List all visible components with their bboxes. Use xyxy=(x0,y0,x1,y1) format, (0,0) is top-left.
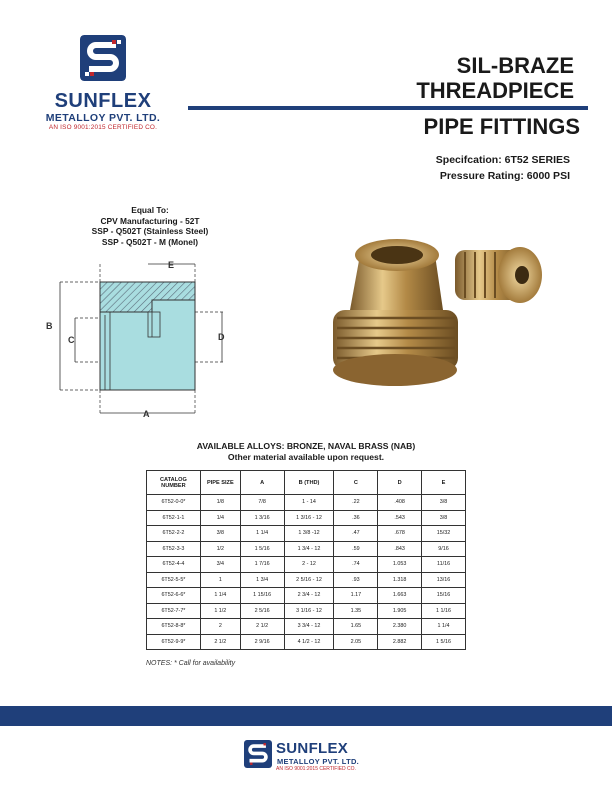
table-cell: 3 3/4 - 12 xyxy=(284,619,334,635)
table-cell: 11/16 xyxy=(422,557,466,573)
logo-subtitle: METALLOY PVT. LTD. xyxy=(45,112,161,124)
table-cell: 1 15/16 xyxy=(240,588,284,604)
table-cell: .543 xyxy=(378,510,422,526)
table-cell: 1 3/16 xyxy=(240,510,284,526)
table-cell: 1 7/16 xyxy=(240,557,284,573)
bore xyxy=(148,312,160,337)
table-cell: 6T52-9-9* xyxy=(147,634,201,650)
equivalents xyxy=(40,205,260,247)
alloys-info xyxy=(100,441,512,463)
table-cell: 2.882 xyxy=(378,634,422,650)
specification-block xyxy=(436,152,570,184)
table-cell: 1 1/2 xyxy=(200,603,240,619)
table-row xyxy=(147,634,466,650)
column-header: A xyxy=(240,471,284,495)
table-row xyxy=(147,541,466,557)
table-cell: 4 1/2 - 12 xyxy=(284,634,334,650)
table-cell: 1.318 xyxy=(378,572,422,588)
table-cell: 7/8 xyxy=(240,495,284,511)
table-cell: .36 xyxy=(334,510,378,526)
dimension-d-label: D xyxy=(218,332,225,342)
alloys-note: Other material available upon request. xyxy=(227,452,385,462)
column-header: D xyxy=(378,471,422,495)
table-cell: 15/16 xyxy=(422,588,466,604)
dimension-c-label: C xyxy=(68,335,75,345)
table-cell: .47 xyxy=(334,526,378,542)
table-cell: .843 xyxy=(378,541,422,557)
category-title: PIPE FITTINGS xyxy=(423,114,580,139)
sunflex-s-icon xyxy=(80,35,126,81)
column-header: PIPE SIZE xyxy=(200,471,240,495)
table-cell: 1 3/4 xyxy=(240,572,284,588)
footer-logo-certification: AN ISO 9001:2015 CERTIFIED CO. xyxy=(276,766,356,772)
table-cell: 9/16 xyxy=(422,541,466,557)
equivalent-item: CPV Manufacturing - 52T xyxy=(100,215,200,226)
table-cell: 1 xyxy=(200,572,240,588)
table-cell: 3/8 xyxy=(200,526,240,542)
table-row xyxy=(147,619,466,635)
table-cell: 1 3/16 - 12 xyxy=(284,510,334,526)
table-cell: 3/8 xyxy=(422,510,466,526)
table-cell: .59 xyxy=(334,541,378,557)
footer-logo-name: SUNFLEX xyxy=(276,740,349,757)
table-cell: 1.905 xyxy=(378,603,422,619)
title-line-2: THREADPIECE xyxy=(416,78,574,103)
equivalents-heading: Equal To: xyxy=(131,205,169,215)
table-cell: .22 xyxy=(334,495,378,511)
table-cell: 1/4 xyxy=(200,510,240,526)
table-cell: 1.17 xyxy=(334,588,378,604)
table-cell: 1/8 xyxy=(200,495,240,511)
table-row xyxy=(147,603,466,619)
table-cell: 1 1/4 xyxy=(422,619,466,635)
equivalent-item: SSP - Q502T - M (Monel) xyxy=(101,236,199,247)
table-row xyxy=(147,510,466,526)
table-cell: 1 5/16 xyxy=(422,634,466,650)
table-row xyxy=(147,526,466,542)
specification: Specifcation: 6T52 SERIES xyxy=(435,154,570,166)
dimensions-table xyxy=(146,470,466,650)
equivalent-item: SSP - Q502T (Stainless Steel) xyxy=(91,226,209,236)
table-cell: 2 3/4 - 12 xyxy=(284,588,334,604)
column-header: CATALOG NUMBER xyxy=(147,471,201,495)
table-row xyxy=(147,495,466,511)
table-cell: 2.380 xyxy=(378,619,422,635)
table-cell: .93 xyxy=(334,572,378,588)
footer-logo-subtitle: METALLOY PVT. LTD. xyxy=(277,757,360,766)
table-cell: 1/2 xyxy=(200,541,240,557)
column-header: C xyxy=(334,471,378,495)
table-cell: 1 1/4 xyxy=(200,588,240,604)
table-cell: 1 - 14 xyxy=(284,495,334,511)
table-cell: 2 5/16 - 12 xyxy=(284,572,334,588)
sunflex-s-icon xyxy=(244,740,272,768)
dimension-b-label: B xyxy=(46,321,53,331)
dimension-a-label: A xyxy=(143,409,150,419)
table-notes: NOTES: * Call for availability xyxy=(146,660,236,667)
table-cell: 2 1/2 xyxy=(200,634,240,650)
table-cell: 1.35 xyxy=(334,603,378,619)
table-cell: 6T52-7-7* xyxy=(147,603,201,619)
table-header-row xyxy=(147,471,466,495)
table-cell: 3/4 xyxy=(200,557,240,573)
table-cell: 1 3/4 - 12 xyxy=(284,541,334,557)
footer-logo xyxy=(244,740,374,776)
technical-drawing xyxy=(40,250,240,420)
dimension-e-label: E xyxy=(168,260,175,270)
table-cell: 6T52-3-3 xyxy=(147,541,201,557)
table-cell: 6T52-8-8* xyxy=(147,619,201,635)
table-cell: 2 1/2 xyxy=(240,619,284,635)
alloys-line: AVAILABLE ALLOYS: BRONZE, NAVAL BRASS (NAB) xyxy=(196,441,416,451)
footer-band xyxy=(0,706,612,726)
table-cell: 2 xyxy=(200,619,240,635)
pressure-rating: Pressure Rating: 6000 PSI xyxy=(439,170,570,182)
table-cell: 6T52-0-0* xyxy=(147,495,201,511)
table-row xyxy=(147,588,466,604)
table-cell: 3/8 xyxy=(422,495,466,511)
table-cell: 3 1/16 - 12 xyxy=(284,603,334,619)
table-cell: 6T52-1-1 xyxy=(147,510,201,526)
product-title xyxy=(416,53,574,103)
table-cell: 2.05 xyxy=(334,634,378,650)
table-cell: 1.663 xyxy=(378,588,422,604)
rear-fitting xyxy=(455,247,542,303)
table-cell: .408 xyxy=(378,495,422,511)
table-cell: .74 xyxy=(334,557,378,573)
table-cell: 6T52-6-6* xyxy=(147,588,201,604)
table-cell: 2 5/16 xyxy=(240,603,284,619)
table-cell: 6T52-5-5* xyxy=(147,572,201,588)
table-cell: 15/32 xyxy=(422,526,466,542)
product-photo xyxy=(325,215,560,395)
table-cell: .678 xyxy=(378,526,422,542)
table-cell: 1 1/4 xyxy=(240,526,284,542)
table-cell: 1.65 xyxy=(334,619,378,635)
logo-certification: AN ISO 9001:2015 CERTIFIED CO. xyxy=(48,124,158,131)
title-line-1: SIL-BRAZE xyxy=(456,53,574,78)
title-divider xyxy=(188,106,588,110)
table-cell: 1 3/8 -12 xyxy=(284,526,334,542)
column-header: B (THD) xyxy=(284,471,334,495)
logo-name: SUNFLEX xyxy=(54,90,152,112)
table-cell: 6T52-2-2 xyxy=(147,526,201,542)
table-cell: 6T52-4-4 xyxy=(147,557,201,573)
column-header: E xyxy=(422,471,466,495)
front-fitting xyxy=(333,239,458,386)
table-cell: 13/16 xyxy=(422,572,466,588)
table-cell: 2 - 12 xyxy=(284,557,334,573)
table-cell: 2 9/16 xyxy=(240,634,284,650)
table-cell: 1 5/16 xyxy=(240,541,284,557)
table-cell: 1.053 xyxy=(378,557,422,573)
table-cell: 1 1/16 xyxy=(422,603,466,619)
table-row xyxy=(147,557,466,573)
table-row xyxy=(147,572,466,588)
